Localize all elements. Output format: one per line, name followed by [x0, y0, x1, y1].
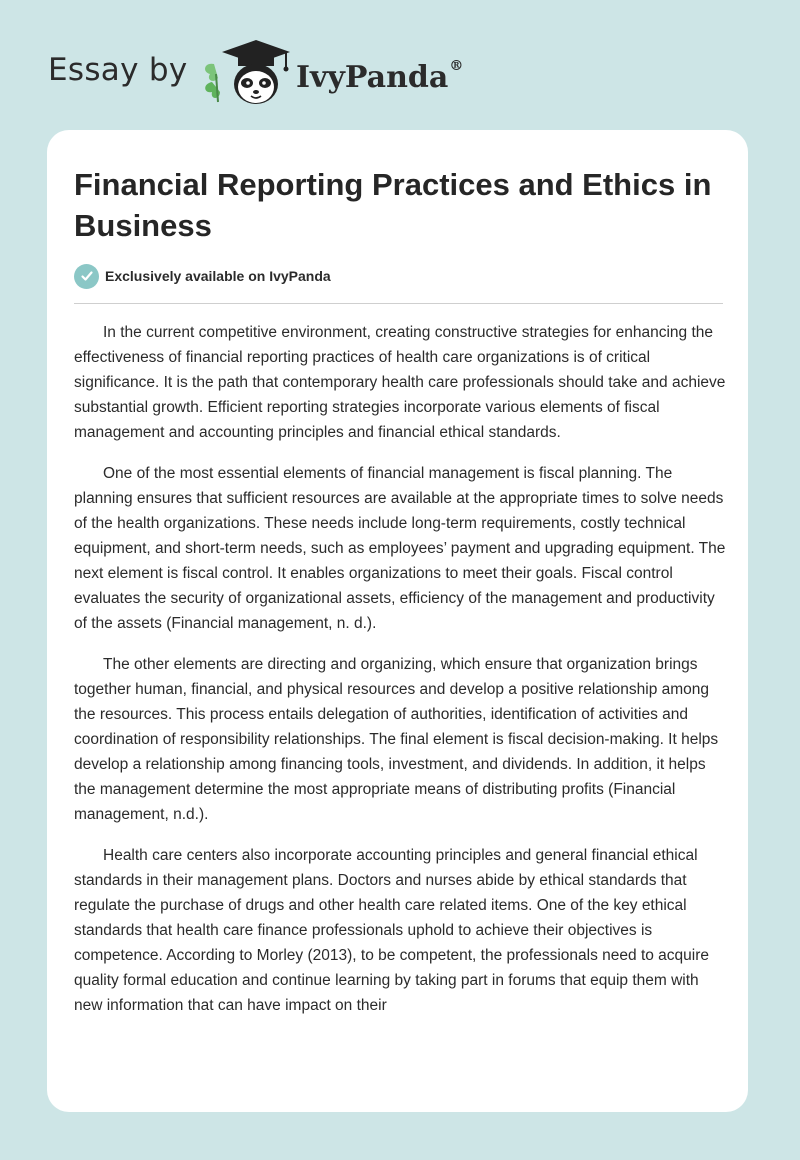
exclusive-badge: [74, 263, 331, 289]
check-circle-icon: [74, 264, 99, 289]
article-card: [47, 130, 748, 1112]
article-body: [74, 320, 726, 1034]
page-title: Financial Reporting Practices and Ethics in Business: [74, 167, 712, 243]
panda-graduate-icon[interactable]: [200, 36, 292, 108]
paragraph: Health care centers also incorporate accounting principles and general financial ethical standards in their management plans. Doctors and nurses abide by ethical standards that regulate the purchase of drugs and other health care related items. One of the key ethical standards that health care finance professionals uphold to achieve their objectives is competence. According to Morley (2013), to be competent, the professionals need to acquire quality formal education and continue learning by taking part in forums that equip them with new information that can have impact on their: [74, 847, 710, 1014]
paragraph: The other elements are directing and organizing, which ensure that organization brings together human, financial, and physical resources and develop a positive relationship among the resources. This process entails delegation of authorities, identification of activities and coordination of responsibility relationships. The final element is fiscal decision-making. It helps develop a relationship among financing tools, investment, and dividends. In addition, it helps the management determine the most appropriate means of distributing profits (Financial management, n.d.).: [74, 656, 719, 823]
site-header: [0, 0, 800, 130]
registered-mark: ®: [449, 58, 464, 74]
paragraph: In the current competitive environment, creating constructive strategies for enhancing the effectiveness of financial reporting practices of health care organizations is of critical significance. It is the path that contemporary health care professionals should take and achieve substantial growth. Efficient reporting strategies incorporate various elements of fiscal management and accounting principles and financial ethical standards.: [74, 324, 726, 441]
essay-by-label: Essay by: [48, 52, 188, 88]
ivy-leaves-icon: [205, 64, 220, 102]
brand-text: IvyPanda: [296, 60, 449, 95]
brand-name[interactable]: [296, 54, 463, 96]
paragraph: One of the most essential elements of financial management is fiscal planning. The planning ensures that sufficient resources are available at the appropriate times to solve needs of the health organizations. These needs include long-term requirements, costly technical equipment, and short-term needs, such as employees’ payment and upgrading equipment. The next element is fiscal control. It enables organizations to meet their goals. Fiscal control evaluates the security of organizational assets, efficiency of the management and productivity of the assets (Financial management, n. d.).: [74, 465, 726, 632]
exclusive-badge-label: Exclusively available on IvyPanda: [105, 268, 331, 284]
divider: [74, 303, 723, 304]
